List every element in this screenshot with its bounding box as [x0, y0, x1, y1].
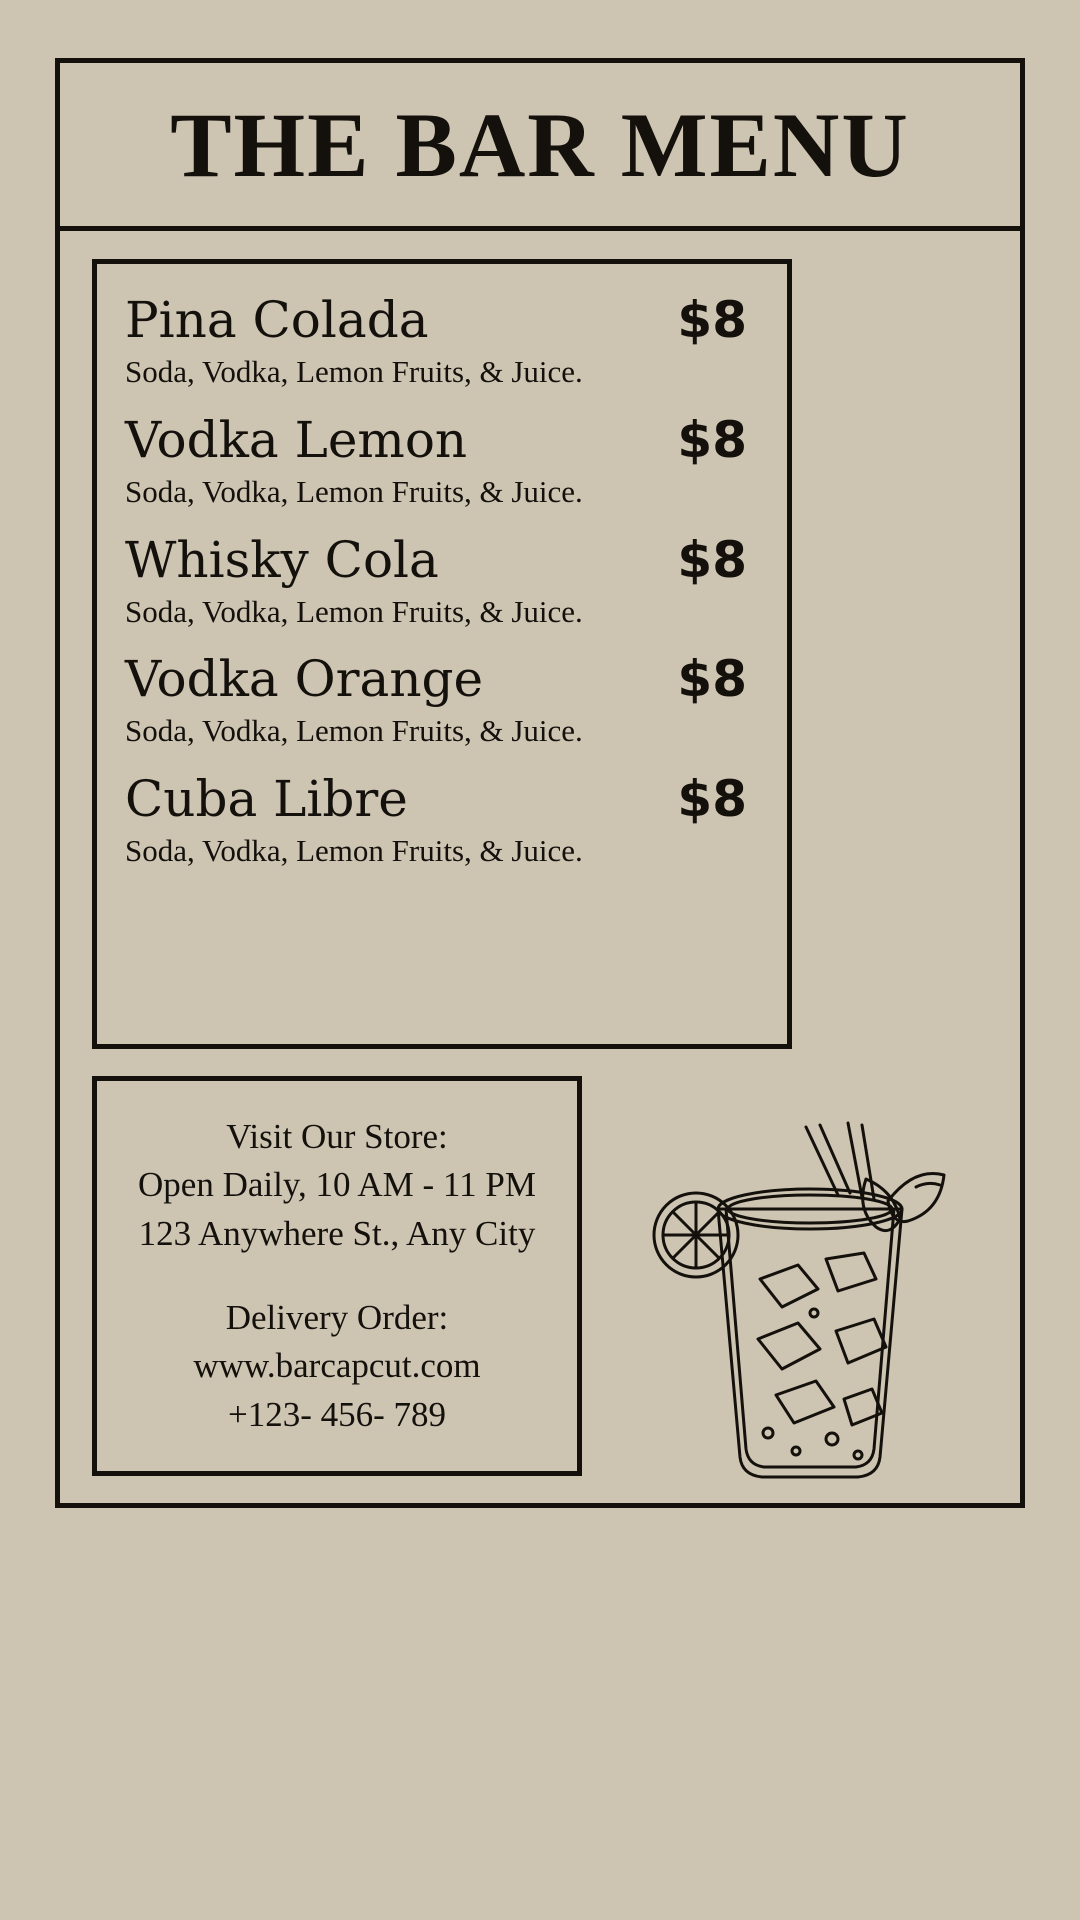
delivery-website[interactable]: www.barcapcut.com [193, 1346, 481, 1386]
menu-poster [55, 58, 1025, 1508]
menu-item-name: Cuba Libre [125, 770, 408, 828]
store-address: 123 Anywhere St., Any City [138, 1213, 536, 1253]
menu-item [125, 770, 759, 871]
menu-item-price: $8 [677, 650, 747, 709]
page-title: THE BAR MENU [170, 93, 910, 196]
delivery-phone[interactable]: +123- 456- 789 [227, 1394, 447, 1434]
menu-item-description: Soda, Vodka, Lemon Fruits, & Juice. [125, 593, 583, 629]
menu-item-name: Pina Colada [125, 291, 429, 349]
store-heading: Visit Our Store: [226, 1117, 448, 1157]
menu-item [125, 530, 759, 632]
menu-item-row [125, 410, 759, 469]
menu-item [125, 650, 759, 751]
store-hours: Open Daily, 10 AM - 11 PM [138, 1165, 536, 1205]
menu-item [125, 410, 759, 512]
delivery-heading: Delivery Order: [225, 1298, 449, 1337]
menu-item-row [125, 530, 759, 589]
menu-list [92, 259, 792, 1049]
menu-item-price: $8 [677, 530, 747, 589]
store-info-box [92, 1076, 582, 1476]
menu-item-description: Soda, Vodka, Lemon Fruits, & Juice. [125, 354, 583, 389]
menu-item-price: $8 [677, 770, 747, 828]
menu-item-row [125, 770, 759, 828]
menu-item-price: $8 [677, 291, 747, 349]
menu-item-description: Soda, Vodka, Lemon Fruits, & Juice. [125, 833, 583, 868]
menu-item-name: Whisky Cola [125, 530, 439, 589]
menu-item-description: Soda, Vodka, Lemon Fruits, & Juice. [125, 473, 583, 509]
menu-item-description: Soda, Vodka, Lemon Fruits, & Juice. [125, 713, 583, 749]
menu-item-row [125, 650, 759, 709]
menu-item-row [125, 291, 759, 349]
menu-item [125, 291, 759, 392]
menu-item-name: Vodka Lemon [125, 410, 468, 469]
menu-item-price: $8 [677, 410, 747, 469]
cocktail-glass-icon [600, 1083, 1000, 1483]
menu-item-name: Vodka Orange [125, 650, 484, 709]
poster-title-bar [60, 63, 1020, 231]
